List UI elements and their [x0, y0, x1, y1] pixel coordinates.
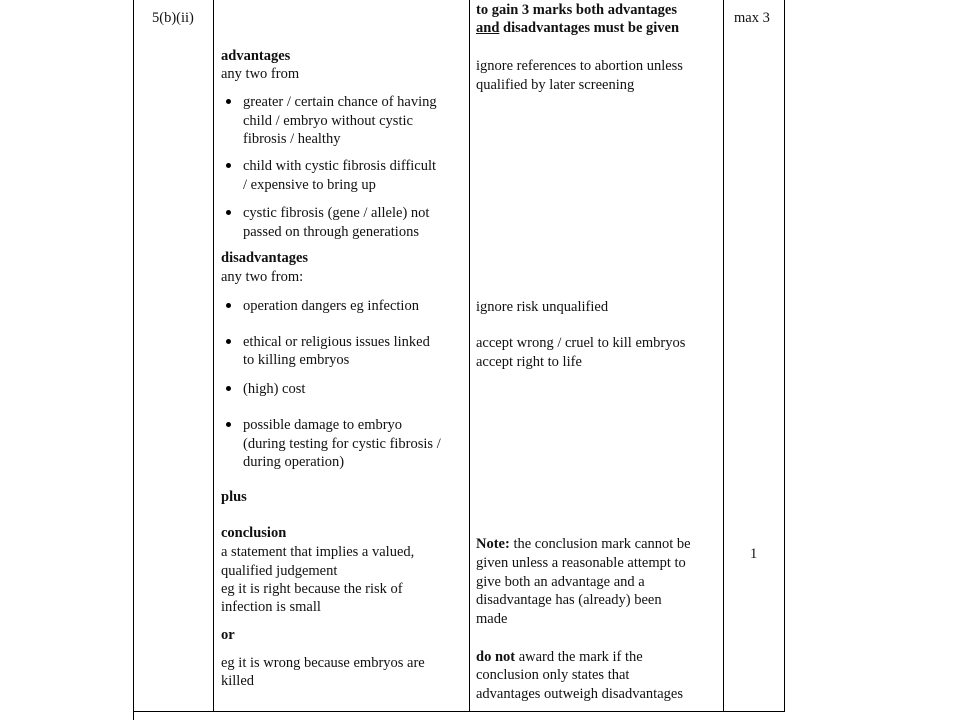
guidance-donot-line-3: advantages outweigh disadvantages	[476, 686, 683, 702]
conclusion-line-1: a statement that implies a valued,	[221, 544, 415, 560]
column-divider-3	[723, 0, 724, 712]
bullet-icon	[226, 339, 231, 344]
column-divider-2	[469, 0, 470, 712]
bullet-icon	[226, 422, 231, 427]
advantage-2-line-2: / expensive to bring up	[243, 177, 376, 193]
donot-label: do not	[476, 649, 516, 665]
disadvantages-heading: disadvantages	[221, 250, 309, 266]
disadvantage-2-line-2: to killing embryos	[243, 352, 350, 368]
guidance-note-line-1	[476, 535, 691, 553]
disadvantage-3: (high) cost	[243, 381, 306, 397]
guidance-donot-line-1	[476, 648, 643, 666]
bullet-icon	[226, 210, 231, 215]
alternative-line-1: eg it is wrong because embryos are	[221, 655, 425, 671]
disadvantage-4-line-2: (during testing for cystic fibrosis /	[243, 436, 441, 452]
advantage-1-line-1: greater / certain chance of having	[243, 94, 437, 110]
advantage-2-line-1: child with cystic fibrosis difficult	[243, 158, 437, 174]
conclusion-heading: conclusion	[221, 525, 287, 541]
disadvantage-1: operation dangers eg infection	[243, 298, 419, 314]
guidance-accept-line-2: accept right to life	[476, 354, 582, 370]
guidance-risk: ignore risk unqualified	[476, 299, 609, 315]
advantage-1-line-2: child / embryo without cystic	[243, 113, 413, 129]
advantage-1-line-3: fibrosis / healthy	[243, 131, 341, 147]
conclusion-line-2: qualified judgement	[221, 563, 338, 579]
disadvantage-4-line-1: possible damage to embryo	[243, 417, 403, 433]
note-label: Note:	[476, 536, 510, 552]
guidance-donot-line-2: conclusion only states that	[476, 667, 630, 683]
disadvantage-4-line-3: during operation)	[243, 454, 345, 470]
guidance-header-rest: disadvantages must be given	[499, 20, 680, 36]
mark-max: max 3	[734, 10, 770, 26]
plus-label: plus	[221, 489, 247, 505]
guidance-note-line-3: give both an advantage and a	[476, 574, 645, 590]
donot-line-1-rest: award the mark if the	[515, 649, 643, 665]
page-edge-mark	[133, 712, 134, 720]
table-border-left	[133, 0, 134, 712]
guidance-header-line-1: to gain 3 marks both advantages	[476, 2, 678, 18]
question-number: 5(b)(ii)	[152, 10, 194, 26]
advantage-3-line-1: cystic fibrosis (gene / allele) not	[243, 205, 430, 221]
or-label: or	[221, 627, 235, 643]
bullet-icon	[226, 99, 231, 104]
note-line-1-rest: the conclusion mark cannot be	[509, 536, 691, 552]
guidance-abortion-line-1: ignore references to abortion unless	[476, 58, 683, 74]
table-border-bottom	[133, 711, 785, 712]
bullet-icon	[226, 386, 231, 391]
advantages-heading: advantages	[221, 48, 291, 64]
guidance-note-line-2: given unless a reasonable attempt to	[476, 555, 686, 571]
alternative-line-2: killed	[221, 673, 255, 689]
bullet-icon	[226, 303, 231, 308]
column-divider-1	[213, 0, 214, 712]
advantages-intro: any two from	[221, 66, 300, 82]
table-border-right	[784, 0, 785, 712]
bullet-icon	[226, 163, 231, 168]
conclusion-line-4: infection is small	[221, 599, 321, 615]
guidance-header-line-2	[476, 19, 679, 37]
disadvantages-intro: any two from:	[221, 269, 304, 285]
guidance-and-underlined: and	[476, 20, 500, 36]
guidance-accept-line-1: accept wrong / cruel to kill embryos	[476, 335, 686, 351]
conclusion-line-3: eg it is right because the risk of	[221, 581, 403, 597]
advantage-3-line-2: passed on through generations	[243, 224, 419, 240]
guidance-abortion-line-2: qualified by later screening	[476, 77, 635, 93]
mark-conclusion: 1	[750, 546, 758, 562]
disadvantage-2-line-1: ethical or religious issues linked	[243, 334, 430, 350]
guidance-note-line-4: disadvantage has (already) been	[476, 592, 662, 608]
guidance-note-line-5: made	[476, 611, 508, 627]
